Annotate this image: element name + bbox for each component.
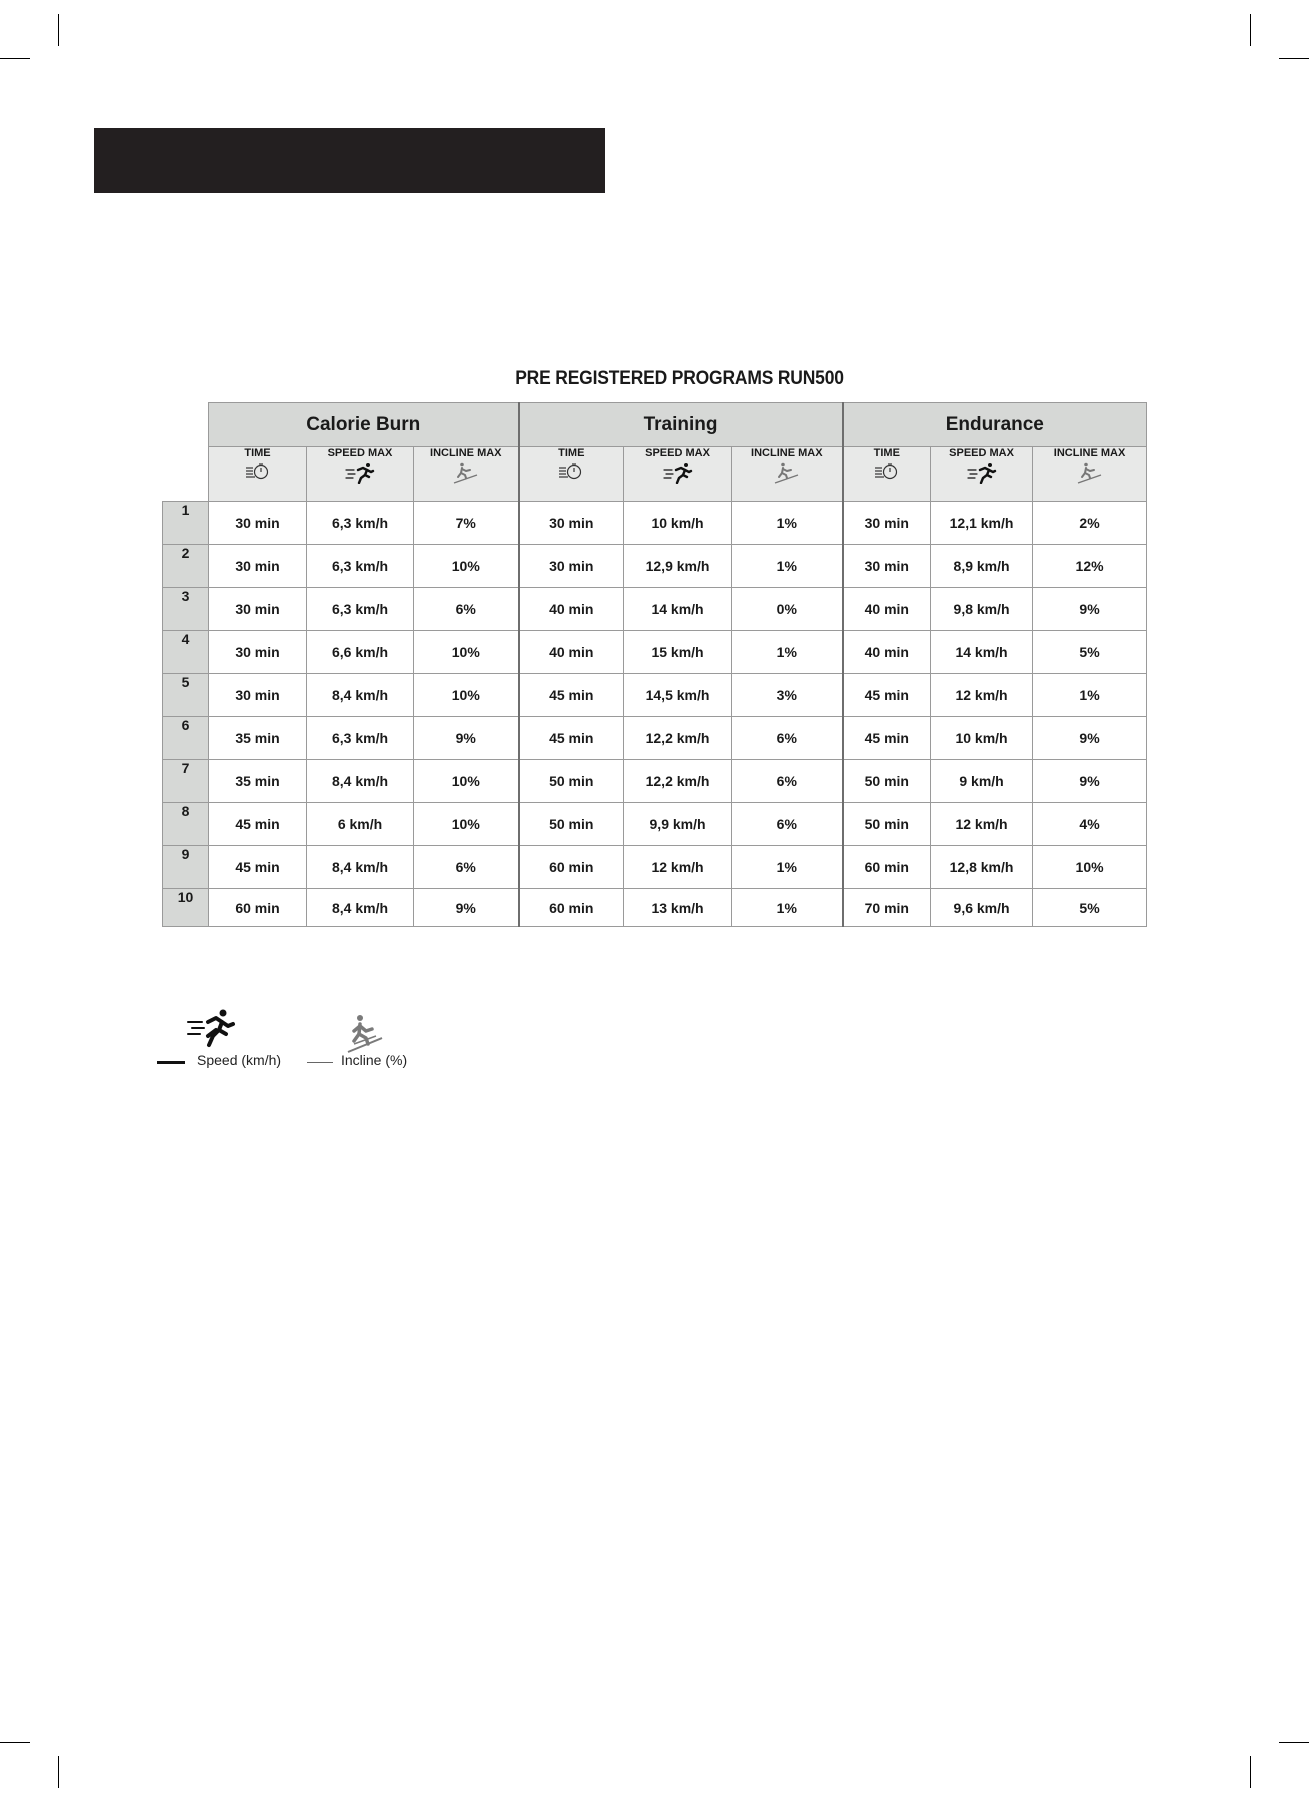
- program-number: 9: [163, 846, 209, 889]
- cell-endurance-time: 30 min: [843, 502, 931, 545]
- cell-calorie-burn-incline: 9%: [414, 717, 519, 760]
- group-header-calorie-burn: Calorie Burn: [209, 403, 519, 447]
- cell-calorie-burn-incline: 7%: [414, 502, 519, 545]
- cell-training-time: 45 min: [519, 717, 624, 760]
- cell-endurance-speed: 12,8 km/h: [931, 846, 1033, 889]
- running-person-icon: [663, 462, 693, 484]
- cell-endurance-speed: 8,9 km/h: [931, 545, 1033, 588]
- subheader-label: TIME: [244, 447, 271, 459]
- subheader-label: SPEED MAX: [645, 447, 710, 459]
- cell-calorie-burn-time: 45 min: [209, 846, 307, 889]
- subheader-label: INCLINE MAX: [751, 447, 823, 459]
- cell-training-incline: 1%: [732, 545, 843, 588]
- cell-training-speed: 12,2 km/h: [624, 717, 732, 760]
- crop-mark: [0, 1742, 30, 1743]
- group-header-training: Training: [519, 403, 843, 447]
- cell-calorie-burn-incline: 10%: [414, 760, 519, 803]
- incline-legend-line: [307, 1062, 333, 1063]
- cell-training-speed: 14 km/h: [624, 588, 732, 631]
- subheader-label: SPEED MAX: [949, 447, 1014, 459]
- cell-endurance-time: 40 min: [843, 588, 931, 631]
- cell-calorie-burn-time: 35 min: [209, 717, 307, 760]
- crop-mark: [1250, 1756, 1251, 1788]
- cell-calorie-burn-incline: 6%: [414, 588, 519, 631]
- subheader-training-incline: [732, 447, 843, 502]
- cell-calorie-burn-speed: 8,4 km/h: [307, 846, 414, 889]
- program-number: 2: [163, 545, 209, 588]
- cell-calorie-burn-incline: 10%: [414, 803, 519, 846]
- running-person-icon: [967, 462, 997, 484]
- program-number: 8: [163, 803, 209, 846]
- program-number: 5: [163, 674, 209, 717]
- program-number: 4: [163, 631, 209, 674]
- cell-training-speed: 15 km/h: [624, 631, 732, 674]
- running-person-icon: [345, 462, 375, 484]
- cell-training-speed: 12 km/h: [624, 846, 732, 889]
- table-row: [163, 760, 1147, 803]
- cell-endurance-speed: 9,8 km/h: [931, 588, 1033, 631]
- table-row: [163, 717, 1147, 760]
- speed-legend-line: [157, 1061, 185, 1064]
- cell-calorie-burn-speed: 6,3 km/h: [307, 588, 414, 631]
- crop-mark: [1279, 1742, 1309, 1743]
- cell-calorie-burn-time: 45 min: [209, 803, 307, 846]
- cell-calorie-burn-incline: 10%: [414, 674, 519, 717]
- cell-endurance-incline: 9%: [1033, 717, 1147, 760]
- incline-runner-icon: [453, 462, 479, 484]
- header-banner: [94, 128, 605, 193]
- cell-training-time: 50 min: [519, 760, 624, 803]
- stopwatch-icon: [558, 462, 584, 480]
- cell-calorie-burn-speed: 8,4 km/h: [307, 760, 414, 803]
- table-row: [163, 588, 1147, 631]
- cell-endurance-time: 50 min: [843, 760, 931, 803]
- cell-endurance-speed: 12 km/h: [931, 803, 1033, 846]
- programs-table: [162, 402, 1147, 927]
- crop-mark: [0, 58, 30, 59]
- cell-training-incline: 6%: [732, 803, 843, 846]
- stopwatch-icon: [874, 462, 900, 480]
- subheader-label: INCLINE MAX: [430, 447, 502, 459]
- subheader-endurance-time: [843, 447, 931, 502]
- cell-calorie-burn-speed: 8,4 km/h: [307, 889, 414, 927]
- cell-training-incline: 6%: [732, 717, 843, 760]
- cell-endurance-time: 45 min: [843, 674, 931, 717]
- cell-training-time: 50 min: [519, 803, 624, 846]
- table-row: [163, 889, 1147, 927]
- table-corner: [163, 403, 209, 447]
- cell-endurance-speed: 9,6 km/h: [931, 889, 1033, 927]
- subheader-training-speed: [624, 447, 732, 502]
- incline-runner-icon: [346, 1014, 386, 1054]
- cell-endurance-incline: 9%: [1033, 760, 1147, 803]
- cell-endurance-incline: 5%: [1033, 889, 1147, 927]
- cell-endurance-incline: 12%: [1033, 545, 1147, 588]
- cell-calorie-burn-time: 35 min: [209, 760, 307, 803]
- cell-endurance-time: 50 min: [843, 803, 931, 846]
- cell-training-speed: 9,9 km/h: [624, 803, 732, 846]
- cell-training-incline: 6%: [732, 760, 843, 803]
- cell-calorie-burn-incline: 9%: [414, 889, 519, 927]
- cell-calorie-burn-incline: 6%: [414, 846, 519, 889]
- table-title: PRE REGISTERED PROGRAMS RUN500: [515, 368, 844, 389]
- cell-training-speed: 12,2 km/h: [624, 760, 732, 803]
- subheader-label: SPEED MAX: [327, 447, 393, 459]
- table-row: [163, 631, 1147, 674]
- table-row: [163, 545, 1147, 588]
- cell-calorie-burn-time: 30 min: [209, 545, 307, 588]
- cell-training-incline: 0%: [732, 588, 843, 631]
- cell-training-time: 60 min: [519, 889, 624, 927]
- cell-endurance-time: 70 min: [843, 889, 931, 927]
- crop-mark: [1279, 58, 1309, 59]
- cell-endurance-speed: 9 km/h: [931, 760, 1033, 803]
- subheader-label: INCLINE MAX: [1053, 447, 1126, 459]
- speed-legend-label: Speed (km/h): [197, 1052, 282, 1068]
- subheader-calorie-burn-speed: [307, 447, 414, 502]
- cell-training-incline: 3%: [732, 674, 843, 717]
- cell-endurance-incline: 2%: [1033, 502, 1147, 545]
- cell-training-speed: 10 km/h: [624, 502, 732, 545]
- table-row: [163, 674, 1147, 717]
- cell-endurance-time: 60 min: [843, 846, 931, 889]
- cell-training-incline: 1%: [732, 889, 843, 927]
- crop-mark: [58, 14, 59, 46]
- cell-calorie-burn-speed: 6,3 km/h: [307, 502, 414, 545]
- cell-endurance-speed: 14 km/h: [931, 631, 1033, 674]
- cell-calorie-burn-speed: 6 km/h: [307, 803, 414, 846]
- cell-endurance-incline: 10%: [1033, 846, 1147, 889]
- subheader-training-time: [519, 447, 624, 502]
- cell-training-incline: 1%: [732, 846, 843, 889]
- subheader-endurance-speed: [931, 447, 1033, 502]
- table-row: [163, 803, 1147, 846]
- incline-legend-label: Incline (%): [341, 1052, 408, 1068]
- cell-endurance-speed: 12,1 km/h: [931, 502, 1033, 545]
- cell-calorie-burn-time: 30 min: [209, 631, 307, 674]
- subheader-label: TIME: [873, 447, 900, 459]
- cell-training-time: 30 min: [519, 502, 624, 545]
- program-number: 1: [163, 502, 209, 545]
- cell-training-time: 45 min: [519, 674, 624, 717]
- cell-training-speed: 13 km/h: [624, 889, 732, 927]
- group-header-endurance: Endurance: [843, 403, 1147, 447]
- cell-calorie-burn-speed: 8,4 km/h: [307, 674, 414, 717]
- cell-calorie-burn-time: 60 min: [209, 889, 307, 927]
- cell-training-time: 30 min: [519, 545, 624, 588]
- program-number: 6: [163, 717, 209, 760]
- cell-training-incline: 1%: [732, 502, 843, 545]
- cell-calorie-burn-time: 30 min: [209, 674, 307, 717]
- running-person-icon: [186, 1008, 236, 1048]
- cell-endurance-speed: 12 km/h: [931, 674, 1033, 717]
- cell-endurance-speed: 10 km/h: [931, 717, 1033, 760]
- cell-calorie-burn-time: 30 min: [209, 588, 307, 631]
- crop-mark: [1250, 14, 1251, 46]
- table-row: [163, 846, 1147, 889]
- cell-endurance-incline: 9%: [1033, 588, 1147, 631]
- cell-endurance-incline: 1%: [1033, 674, 1147, 717]
- subheader-label: TIME: [558, 447, 585, 459]
- incline-runner-icon: [774, 462, 800, 484]
- cell-training-speed: 12,9 km/h: [624, 545, 732, 588]
- table-row: [163, 502, 1147, 545]
- cell-endurance-time: 30 min: [843, 545, 931, 588]
- subheader-calorie-burn-time: [209, 447, 307, 502]
- cell-calorie-burn-incline: 10%: [414, 545, 519, 588]
- subheader-endurance-incline: [1033, 447, 1147, 502]
- cell-calorie-burn-speed: 6,3 km/h: [307, 717, 414, 760]
- cell-endurance-time: 40 min: [843, 631, 931, 674]
- subheader-calorie-burn-incline: [414, 447, 519, 502]
- cell-calorie-burn-time: 30 min: [209, 502, 307, 545]
- stopwatch-icon: [245, 462, 271, 480]
- program-number: 3: [163, 588, 209, 631]
- program-number: 7: [163, 760, 209, 803]
- incline-runner-icon: [1077, 462, 1103, 484]
- cell-training-time: 60 min: [519, 846, 624, 889]
- cell-endurance-time: 45 min: [843, 717, 931, 760]
- crop-mark: [58, 1756, 59, 1788]
- cell-calorie-burn-speed: 6,6 km/h: [307, 631, 414, 674]
- program-number: 10: [163, 889, 209, 927]
- cell-calorie-burn-incline: 10%: [414, 631, 519, 674]
- table-corner: [163, 447, 209, 502]
- cell-training-incline: 1%: [732, 631, 843, 674]
- cell-endurance-incline: 5%: [1033, 631, 1147, 674]
- cell-endurance-incline: 4%: [1033, 803, 1147, 846]
- cell-training-speed: 14,5 km/h: [624, 674, 732, 717]
- cell-calorie-burn-speed: 6,3 km/h: [307, 545, 414, 588]
- cell-training-time: 40 min: [519, 631, 624, 674]
- cell-training-time: 40 min: [519, 588, 624, 631]
